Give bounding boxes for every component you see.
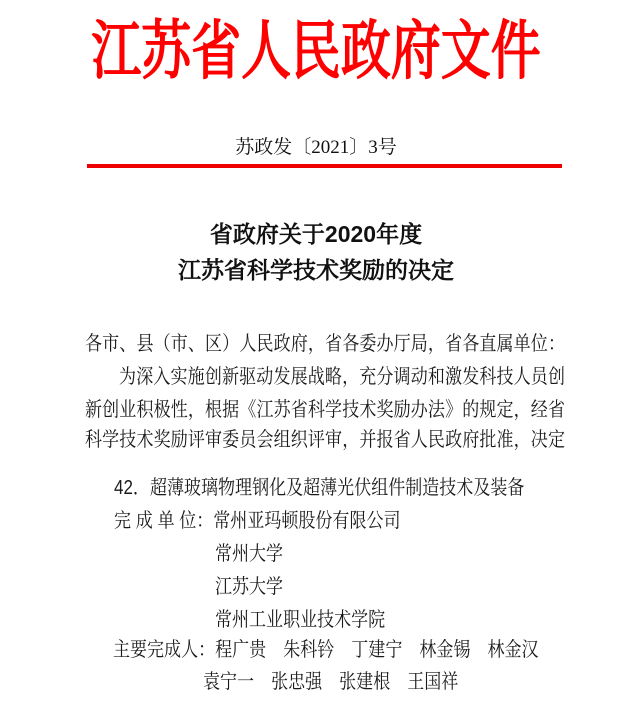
document-number: 苏政发〔2021〕3号 [235,137,397,158]
letterhead [0,15,632,105]
main-contributors-names: 程广贵 朱科钤 丁建宁 林金锡 林金汉 [215,639,539,661]
main-contributors-row [113,638,539,662]
main-contributors-label: 主要完成人： [113,639,216,661]
document-title-line1: 省政府关于2020年度 [209,221,423,247]
body-paragraph-line: 新创业积极性，根据《江苏省科学技术奖励办法》的规定，经省 [85,399,565,421]
completing-unit: 常州亚玛顿股份有限公司 [213,510,401,532]
completing-unit: 江苏大学 [215,576,284,598]
completing-unit: 常州大学 [215,543,284,565]
award-item-title: 42．超薄玻璃物理钢化及超薄光伏组件制造技术及装备 [114,477,525,499]
main-contributors-names: 袁宁一 张忠强 张建根 王国祥 [203,671,459,693]
salutation-line: 各市、县（市、区）人民政府，省各委办厅局，省各直属单位： [85,333,565,355]
completing-units-row [114,509,401,533]
red-divider-rule [87,164,562,168]
completing-units-label: 完 成 单 位： [114,510,214,532]
letterhead-title: 江苏省人民政府文件 [91,15,541,87]
body-paragraph-line: 科学技术奖励评审委员会组织评审，并报省人民政府批准，决定 [85,429,565,451]
body-paragraph-line: 为深入实施创新驱动发展战略，充分调动和激发科技人员创 [119,366,565,388]
completing-unit: 常州工业职业技术学院 [215,609,386,631]
document-title-line2: 江苏省科学技术奖励的决定 [178,257,454,283]
